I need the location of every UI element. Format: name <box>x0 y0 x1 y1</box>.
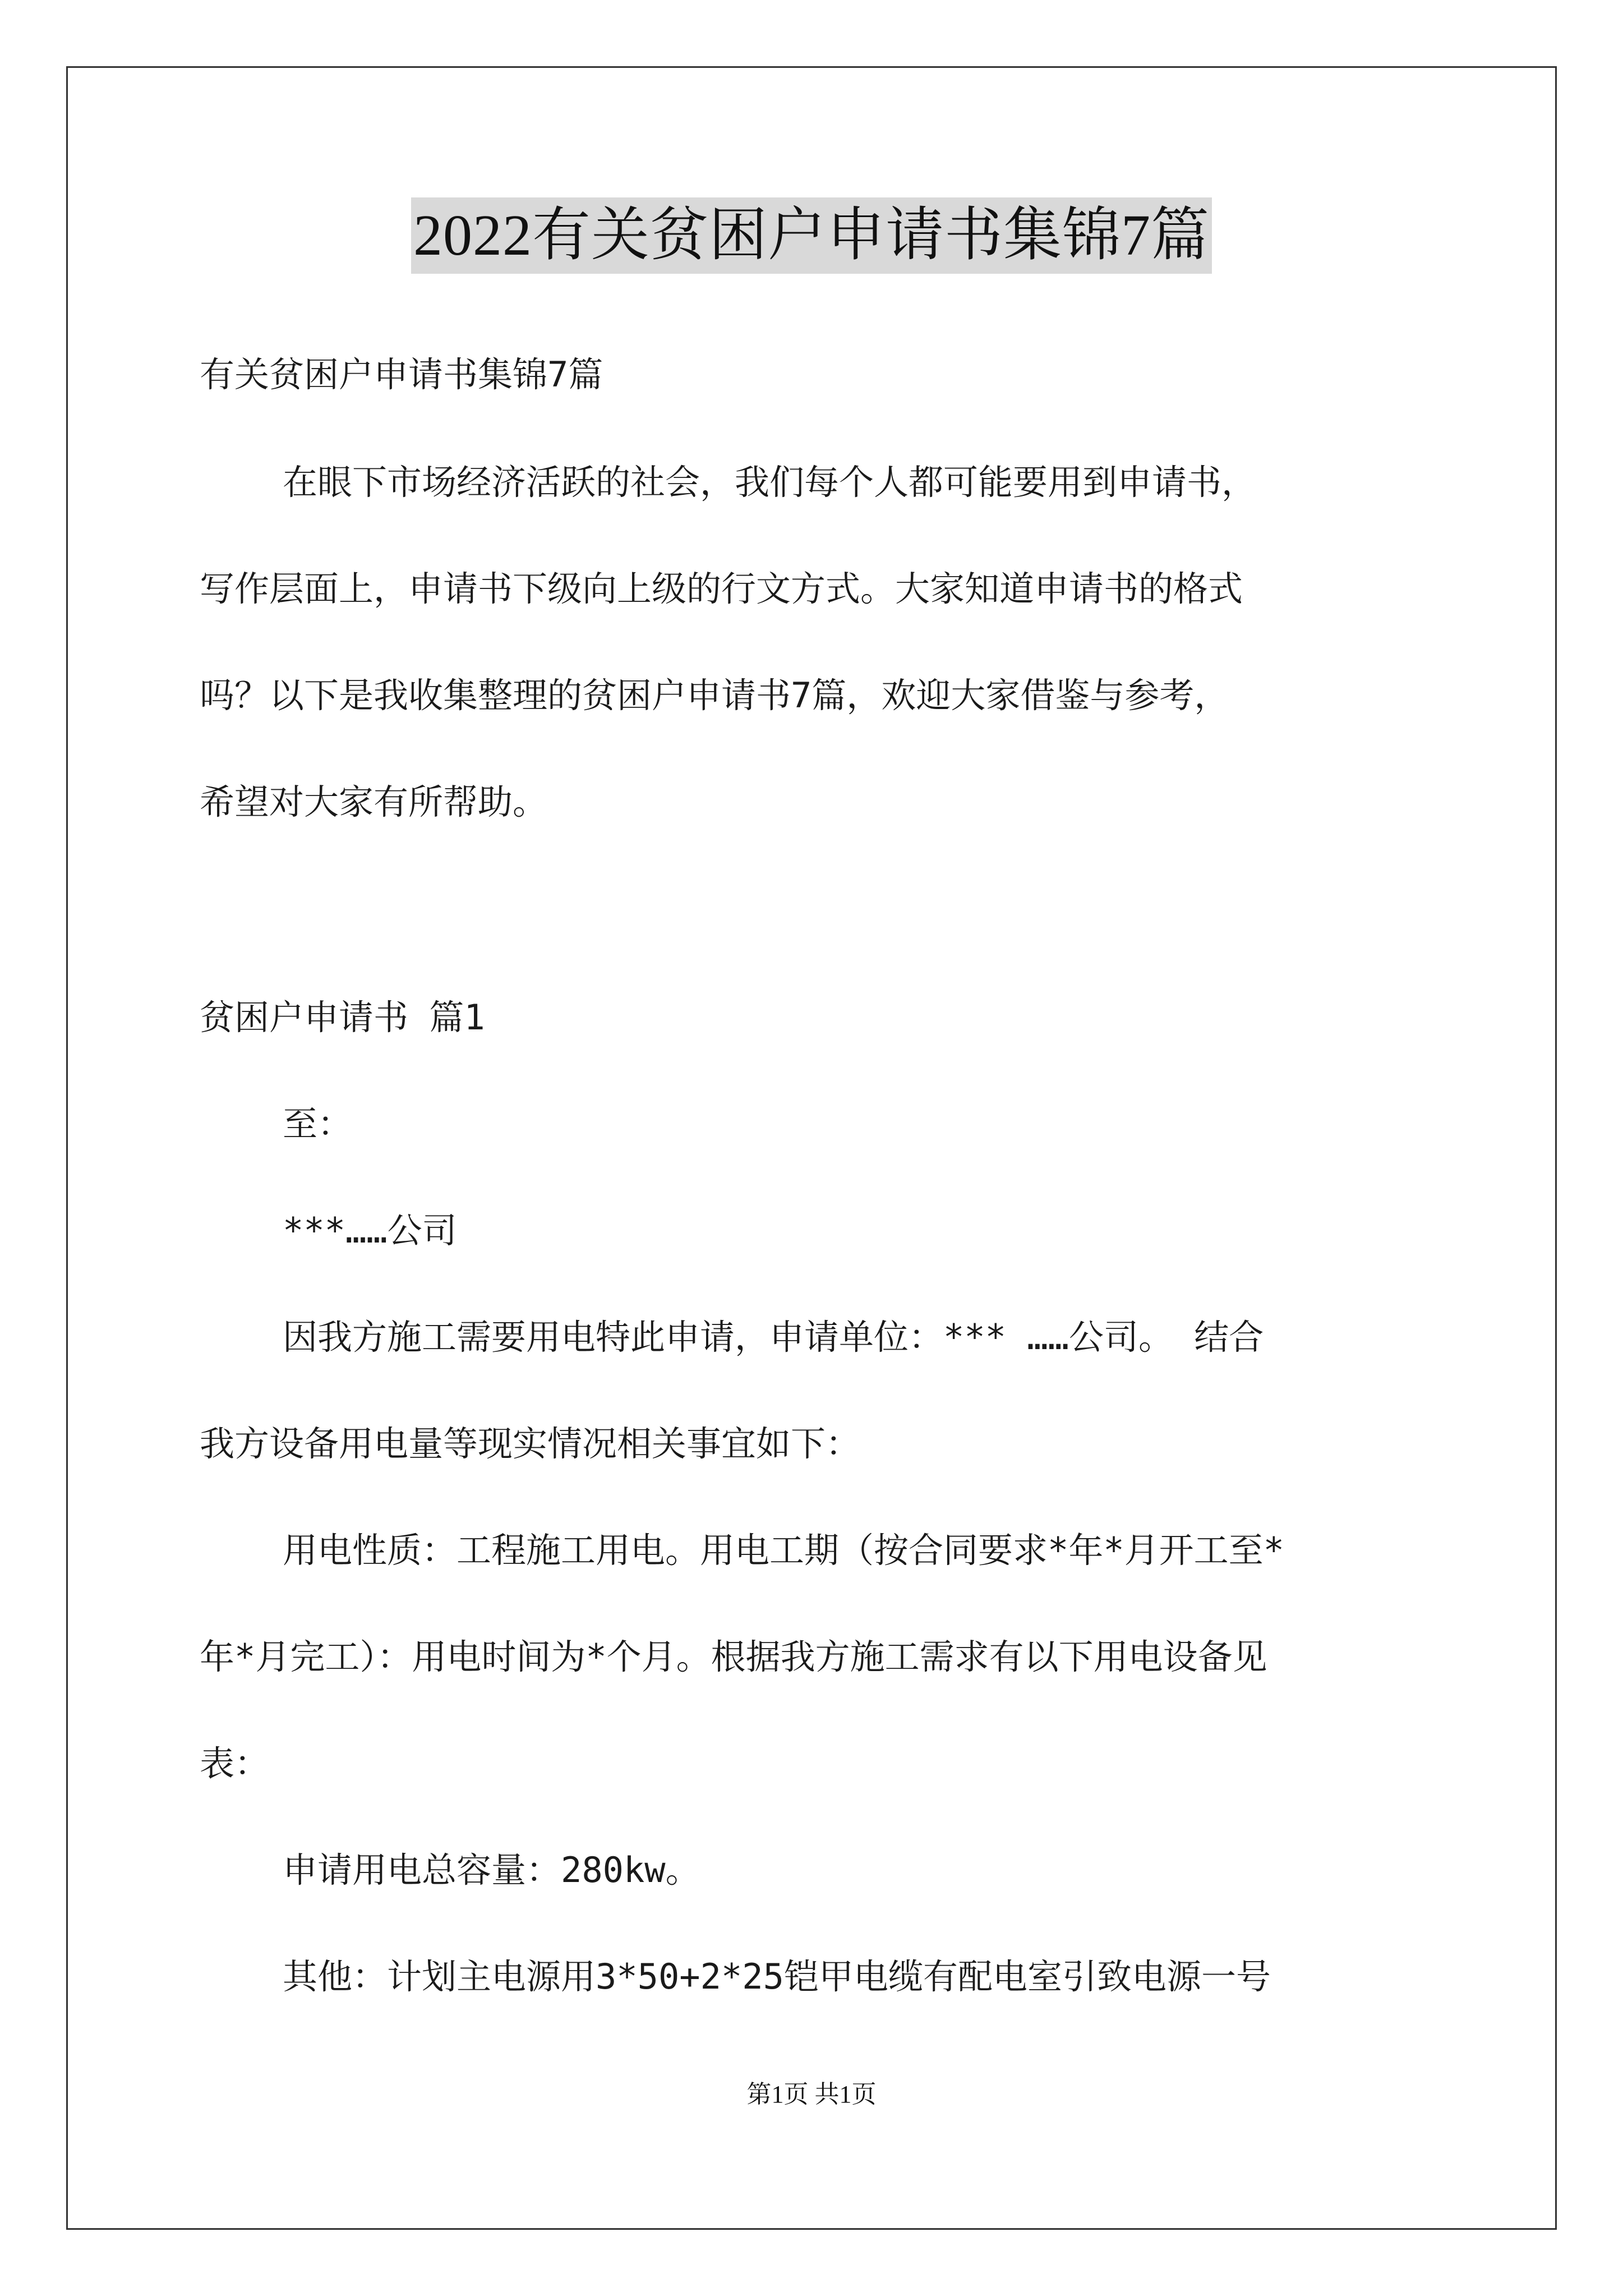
other-line: 其他：计划主电源用3*50+2*25铠甲电缆有配电室引致电源一号 <box>283 1956 1271 1997</box>
intro-line-3: 吗？以下是我收集整理的贫困户申请书7篇，欢迎大家借鉴与参考， <box>200 675 1229 716</box>
usage-line-2: 年*月完工）：用电时间为*个月。根据我方施工需求有以下用电设备见 <box>200 1636 1267 1677</box>
document-subtitle: 有关贫困户申请书集锦7篇 <box>200 354 603 395</box>
to-label: 至： <box>283 1103 353 1144</box>
company-line: ***……公司 <box>283 1210 457 1251</box>
usage-line-1: 用电性质：工程施工用电。用电工期（按合同要求*年*月开工至* <box>283 1530 1284 1571</box>
title-wrapper <box>0 197 1623 274</box>
apply-line-1: 因我方施工需要用电特此申请，申请单位：*** ……公司。 结合 <box>283 1317 1264 1358</box>
apply-line-2: 我方设备用电量等现实情况相关事宜如下： <box>200 1423 861 1464</box>
capacity-line: 申请用电总容量：280kw。 <box>283 1849 700 1890</box>
intro-line-2: 写作层面上，申请书下级向上级的行文方式。大家知道申请书的格式 <box>200 568 1243 609</box>
page-footer: 第1页 共1页 <box>746 2081 877 2108</box>
intro-line-1: 在眼下市场经济活跃的社会，我们每个人都可能要用到申请书， <box>283 462 1257 503</box>
usage-line-3: 表： <box>200 1743 270 1784</box>
section-heading: 贫困户申请书 篇1 <box>200 997 485 1038</box>
document-title: 2022有关贫困户申请书集锦7篇 <box>411 197 1212 274</box>
intro-line-4: 希望对大家有所帮助。 <box>200 781 548 822</box>
